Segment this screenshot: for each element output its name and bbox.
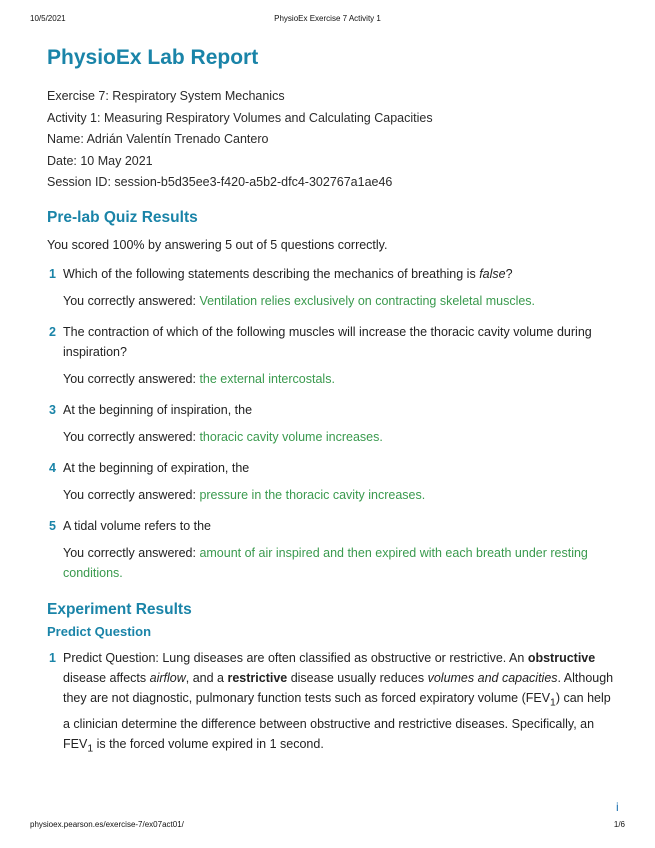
experiment-heading: Experiment Results	[47, 600, 192, 618]
question-number: 1	[49, 266, 56, 281]
question-text: A tidal volume refers to the	[63, 518, 211, 533]
question-number: 2	[49, 324, 56, 339]
answer-value: amount of air inspired and then expired with each breath under resting conditions.	[63, 545, 588, 580]
predict-text: Predict Question: Lung diseases are often classified as obstructive or restrictive. An obstructive disease affects airflow, and a restrictive disease usually reduces volumes and capacities. Although they are not diagnostic, pulmonary function tests such as forced expiratory volume $(FEV_1)$ can help a clinician determine the difference between obstructive and restrictive diseases. Specifically, an $FEV_1$ is the forced volume expired in 1 second.	[63, 650, 614, 755]
predict-question	[47, 648, 617, 760]
print-url: physioex.pearson.es/exercise-7/ex07act01/	[30, 820, 184, 829]
question-number: 3	[49, 402, 56, 417]
question-text: Which of the following statements describing the mechanics of breathing is false?	[63, 266, 513, 281]
activity-line: Activity 1: Measuring Respiratory Volumes and Calculating Capacities	[47, 110, 433, 125]
print-title: PhysioEx Exercise 7 Activity 1	[274, 14, 381, 23]
question-number: 4	[49, 460, 56, 475]
print-date: 10/5/2021	[30, 14, 66, 23]
session-id: Session ID: session-b5d35ee3-f420-a5b2-dfc4-302767a1ae46	[47, 175, 393, 189]
question-text: At the beginning of expiration, the	[63, 460, 250, 475]
quiz-score: You scored 100% by answering 5 out of 5 questions correctly.	[47, 237, 388, 252]
question-answer: You correctly answered: amount of air inspired and then expired with each breath under resting conditions.	[63, 545, 588, 580]
print-footer	[30, 820, 625, 832]
question-answer: You correctly answered: thoracic cavity volume increases.	[63, 429, 383, 444]
page-number: 1/6	[613, 820, 625, 829]
report-date: Date: 10 May 2021	[47, 153, 153, 168]
lab-report	[47, 44, 617, 760]
question-number: 1	[49, 650, 56, 665]
answer-value: pressure in the thoracic cavity increases.	[199, 487, 426, 502]
answer-value: thoracic cavity volume increases.	[199, 429, 383, 444]
report-meta	[47, 86, 617, 194]
answer-value: Ventilation relies exclusively on contracting skeletal muscles.	[199, 293, 536, 308]
page-title: PhysioEx Lab Report	[47, 46, 259, 69]
question-text: At the beginning of inspiration, the	[63, 402, 253, 417]
question-answer: You correctly answered: the external intercostals.	[63, 371, 335, 386]
question-number: 5	[49, 518, 56, 533]
answer-value: the external intercostals.	[199, 371, 335, 386]
question-text: The contraction of which of the following muscles will increase the thoracic cavity volume during inspiration?	[63, 324, 592, 359]
question-answer: You correctly answered: pressure in the thoracic cavity increases.	[63, 487, 426, 502]
quiz-question	[47, 516, 617, 583]
exercise-line: Exercise 7: Respiratory System Mechanics	[47, 89, 285, 103]
quiz-question	[47, 264, 617, 311]
student-name: Name: Adrián Valentín Trenado Cantero	[47, 132, 269, 146]
question-answer: You correctly answered: Ventilation relies exclusively on contracting skeletal muscles.	[63, 293, 536, 308]
quiz-question	[47, 322, 617, 389]
prelab-heading: Pre-lab Quiz Results	[47, 208, 198, 226]
quiz-question	[47, 458, 617, 505]
info-marker: i	[616, 800, 619, 814]
print-header	[30, 14, 625, 26]
predict-subheading: Predict Question	[47, 623, 152, 639]
quiz-question	[47, 400, 617, 447]
